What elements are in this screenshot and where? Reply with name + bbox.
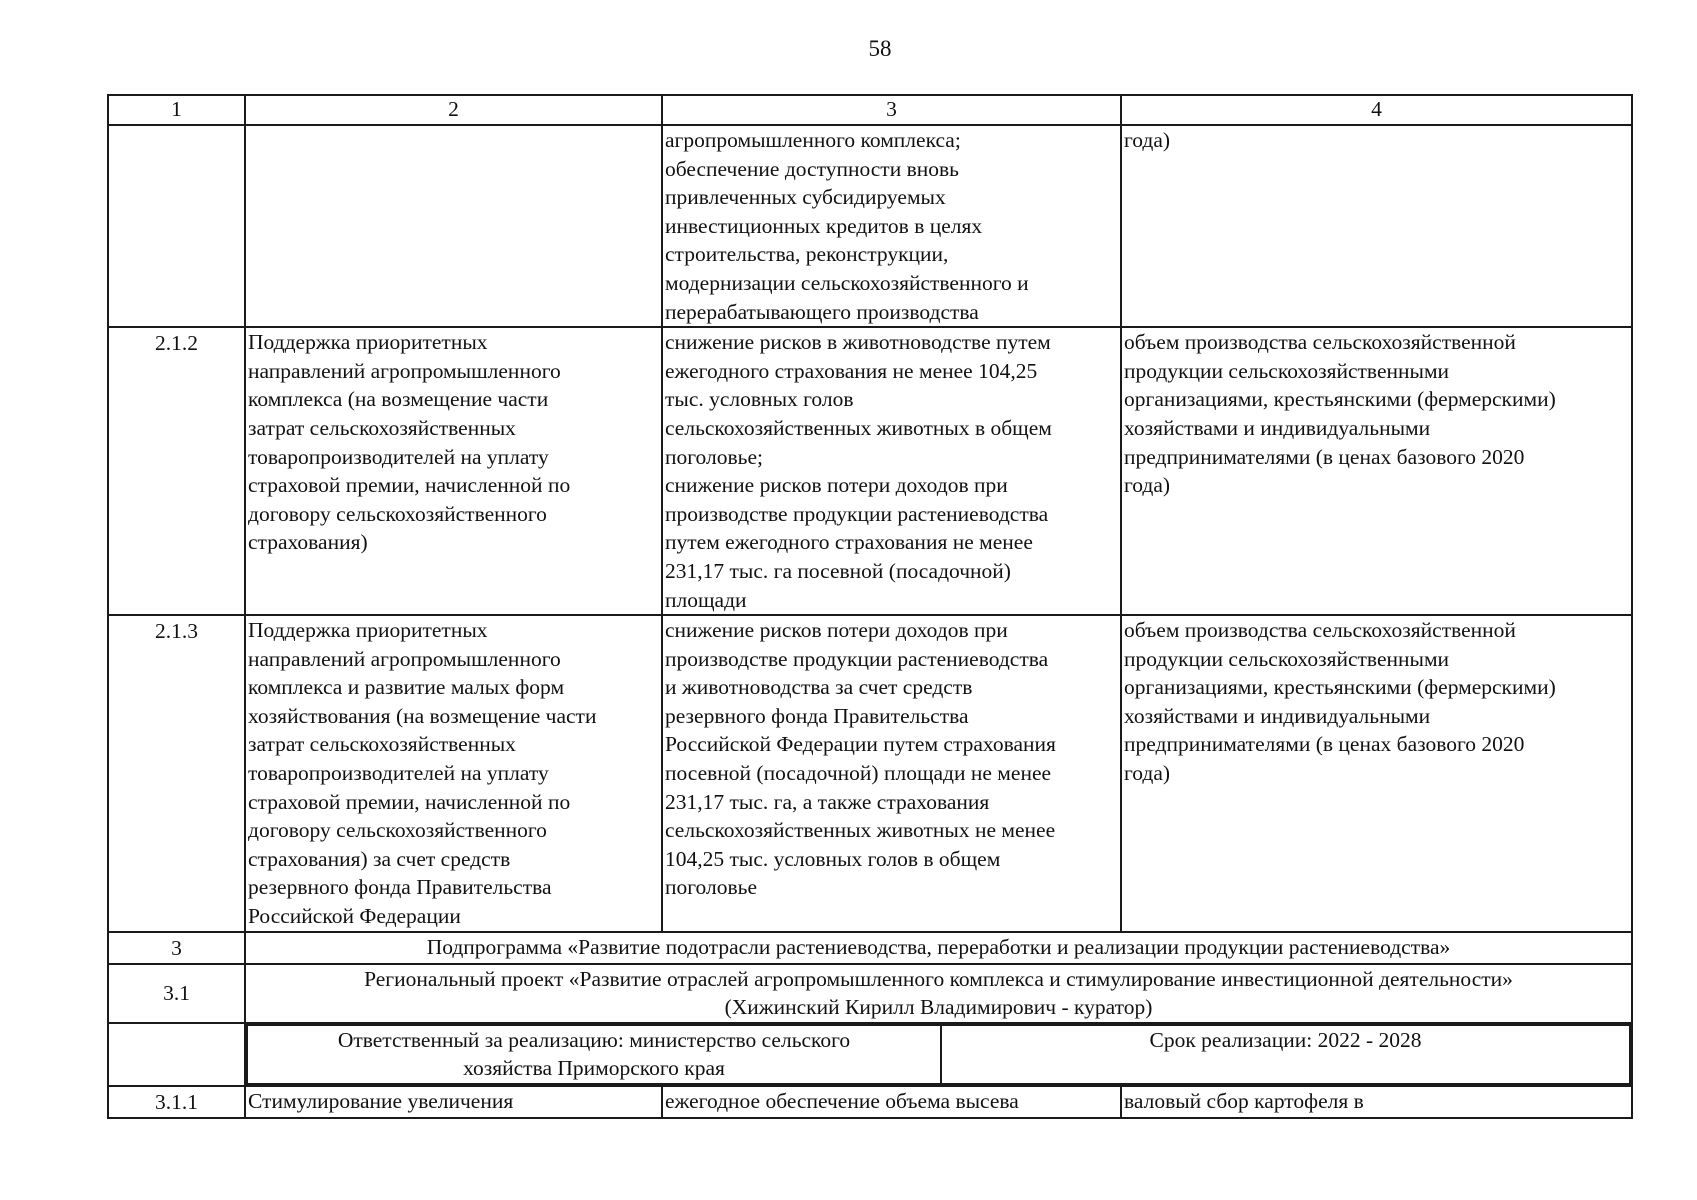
subprogram-title: Подпрограмма «Развитие подотрасли растениеводства, переработки и реализации продукции растениеводства» xyxy=(245,932,1632,964)
page-number: 58 xyxy=(868,36,892,61)
measure-name: Поддержка приоритетных направлений агропромышленного комплекса (на возмещение части затрат сельскохозяйственных товаропроизводителей на уплату страховой премии, начисленной по договору сельскохозяйственного страхования) xyxy=(245,327,662,615)
measure-indicators: объем производства сельскохозяйственной продукции сельскохозяйственными организациями, крестьянскими (фермерскими) хозяйствами и индивидуальными предпринимателями (в ценах базового 2020 года) xyxy=(1121,615,1632,932)
header-col-3: 3 xyxy=(662,95,1121,125)
row-number xyxy=(108,125,245,327)
table-row xyxy=(108,327,1632,615)
row-number: 3.1.1 xyxy=(108,1086,245,1118)
measure-name: Поддержка приоритетных направлений агропромышленного комплекса и развитие малых форм хозяйствования (на возмещение части затрат сельскохозяйственных товаропроизводителей на уплату страховой премии, начисленной по договору сельскохозяйственного страхования) за счет средств резервного фонда Правительства Российской Федерации xyxy=(245,615,662,932)
program-table xyxy=(107,94,1633,1119)
measure-indicators: валовый сбор картофеля в xyxy=(1121,1086,1632,1118)
row-number: 2.1.3 xyxy=(108,615,245,932)
header-col-4: 4 xyxy=(1121,95,1632,125)
measure-indicators: года) xyxy=(1121,125,1632,327)
row-number: 2.1.2 xyxy=(108,327,245,615)
measure-tasks: снижение рисков потери доходов при производстве продукции растениеводства и животноводства за счет средств резервного фонда Правительства Российской Федерации путем страхования посевной (посадочной) площади не менее 231,17 тыс. га, а также страхования сельскохозяйственных животных не менее 104,25 тыс. условных голов в общем поголовье xyxy=(662,615,1121,932)
header-col-1: 1 xyxy=(108,95,245,125)
table-row xyxy=(108,1086,1632,1118)
project-row xyxy=(108,964,1632,1023)
responsible-executor: Ответственный за реализацию: министерство сельского хозяйства Приморского края xyxy=(247,1025,941,1084)
measure-tasks: ежегодное обеспечение объема высева xyxy=(662,1086,1121,1118)
measure-tasks: снижение рисков в животноводстве путем ежегодного страхования не менее 104,25 тыс. условных голов сельскохозяйственных животных в общем поголовье; снижение рисков потери доходов при производстве продукции растениеводства путем ежегодного страхования не менее 231,17 тыс. га посевной (посадочной) площади xyxy=(662,327,1121,615)
table-header-row xyxy=(108,95,1632,125)
measure-indicators: объем производства сельскохозяйственной продукции сельскохозяйственными организациями, крестьянскими (фермерскими) хозяйствами и индивидуальными предпринимателями (в ценах базового 2020 года) xyxy=(1121,327,1632,615)
responsible-row xyxy=(108,1023,1632,1086)
subprogram-number: 3 xyxy=(108,932,245,964)
measure-name: Стимулирование увеличения xyxy=(245,1086,662,1118)
project-number: 3.1 xyxy=(108,964,245,1023)
implementation-term: Срок реализации: 2022 - 2028 xyxy=(941,1025,1630,1084)
empty-cell xyxy=(108,1023,245,1086)
measure-name xyxy=(245,125,662,327)
responsible-subtable xyxy=(246,1024,1631,1085)
table-row xyxy=(108,615,1632,932)
measure-tasks: агропромышленного комплекса; обеспечение доступности вновь привлеченных субсидируемых инвестиционных кредитов в целях строительства, реконструкции, модернизации сельскохозяйственного и перерабатывающего производства xyxy=(662,125,1121,327)
subprogram-row xyxy=(108,932,1632,964)
table-row xyxy=(108,125,1632,327)
project-title: Региональный проект «Развитие отраслей агропромышленного комплекса и стимулирование инвестиционной деятельности» (Хижинский Кирилл Владимирович - куратор) xyxy=(245,964,1632,1023)
header-col-2: 2 xyxy=(245,95,662,125)
